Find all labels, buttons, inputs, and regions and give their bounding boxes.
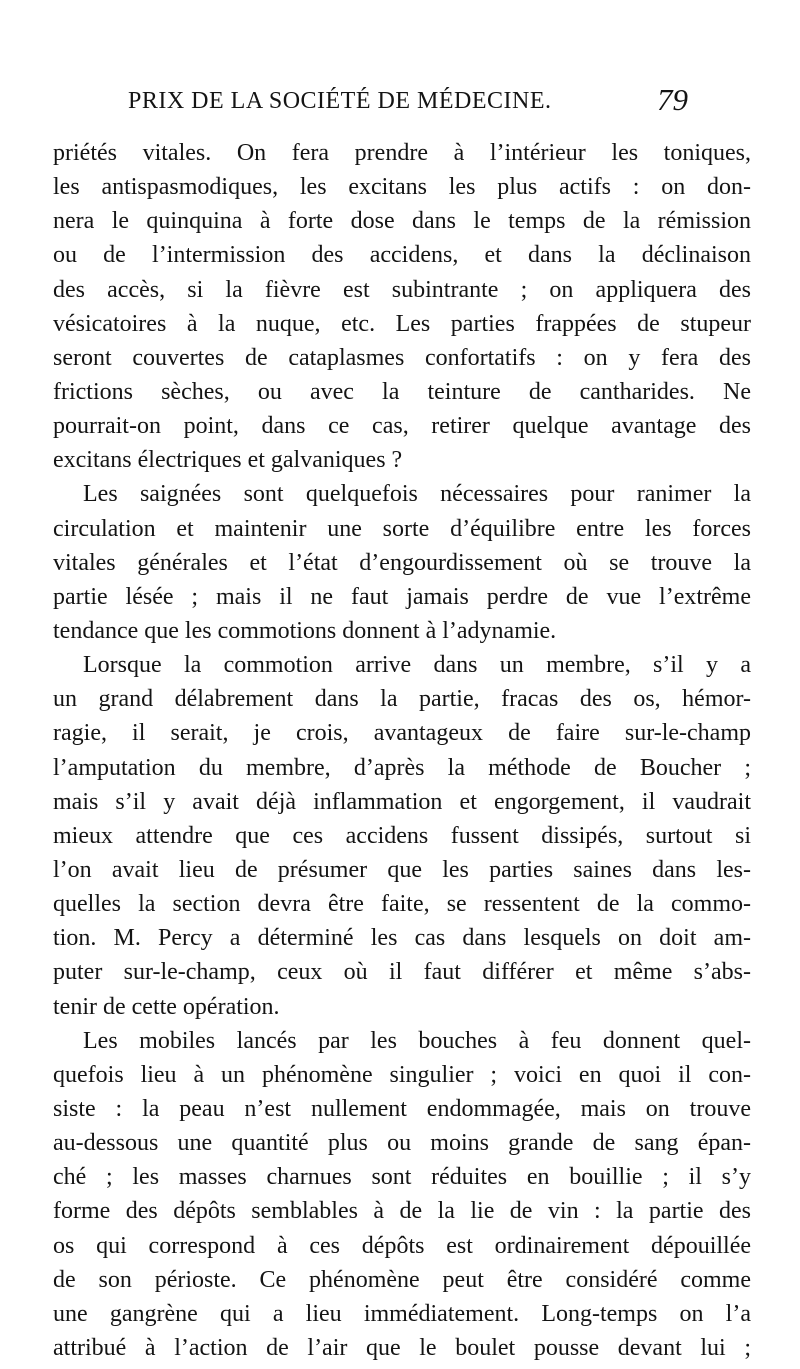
page-number: 79: [657, 82, 688, 117]
text-line: seront couvertes de cataplasmes confortatifs : on y fera des: [53, 344, 751, 371]
text-line: quefois lieu à un phénomène singulier ; voici en quoi il con-: [53, 1061, 751, 1088]
body-text: [53, 136, 751, 1365]
text-line: os qui correspond à ces dépôts est ordinairement dépouillée: [53, 1232, 751, 1259]
text-line: mieux attendre que ces accidens fussent dissipés, surtout si: [53, 822, 751, 849]
text-line: au-dessous une quantité plus ou moins grande de sang épan-: [53, 1130, 751, 1157]
text-line: l’amputation du membre, d’après la méthode de Boucher ;: [53, 754, 751, 781]
running-title: PRIX DE LA SOCIÉTÉ DE MÉDECINE.: [128, 88, 552, 114]
text-line: ragie, il serait, je crois, avantageux de faire sur-le-champ: [53, 720, 751, 747]
text-line: attribué à l’action de l’air que le boulet pousse devant lui ;: [53, 1334, 751, 1361]
text-line: ché ; les masses charnues sont réduites en bouillie ; il s’y: [53, 1164, 751, 1191]
text-line: forme des dépôts semblables à de la lie de vin : la partie des: [53, 1198, 751, 1225]
text-line: circulation et maintenir une sorte d’équilibre entre les forces: [53, 515, 751, 542]
text-line: priétés vitales. On fera prendre à l’intérieur les toniques,: [53, 140, 751, 166]
text-line: nera le quinquina à forte dose dans le temps de la rémission: [53, 208, 751, 235]
running-head: [128, 82, 688, 118]
text-line: excitans électriques et galvaniques ?: [53, 447, 403, 474]
text-line: vésicatoires à la nuque, etc. Les parties frappées de stupeur: [53, 310, 751, 337]
paragraph-first-line: Les mobiles lancés par les bouches à feu donnent quel-: [83, 1027, 751, 1054]
text-line: des accès, si la fièvre est subintrante ; on appliquera des: [53, 276, 751, 303]
text-line: quelles la section devra être faite, se ressentent de la commo-: [53, 891, 751, 918]
text-line: pourrait-on point, dans ce cas, retirer quelque avantage des: [53, 413, 751, 440]
text-line: vitales générales et l’état d’engourdissement où se trouve la: [53, 549, 751, 576]
text-line: tendance que les commotions donnent à l’adynamie.: [53, 617, 557, 644]
text-line: tenir de cette opération.: [53, 993, 280, 1020]
text-line: tion. M. Percy a déterminé les cas dans lesquels on doit am-: [53, 925, 751, 952]
text-line: ou de l’intermission des accidens, et dans la déclinaison: [53, 242, 751, 269]
text-line: partie lésée ; mais il ne faut jamais perdre de vue l’extrême: [53, 583, 751, 610]
paragraph-first-line: Lorsque la commotion arrive dans un membre, s’il y a: [83, 652, 751, 679]
text-line: les antispasmodiques, les excitans les plus actifs : on don-: [53, 174, 751, 201]
text-line: siste : la peau n’est nullement endommagée, mais on trouve: [53, 1095, 751, 1122]
text-line: une gangrène qui a lieu immédiatement. Long-temps on l’a: [53, 1300, 751, 1327]
text-line: frictions sèches, ou avec la teinture de cantharides. Ne: [53, 378, 751, 405]
text-line: un grand délabrement dans la partie, fracas des os, hémor-: [53, 686, 751, 713]
text-line: l’on avait lieu de présumer que les parties saines dans les-: [53, 856, 751, 883]
text-line: puter sur-le-champ, ceux où il faut différer et même s’abs-: [53, 959, 751, 986]
text-line: mais s’il y avait déjà inflammation et engorgement, il vaudrait: [53, 788, 751, 815]
paragraph-first-line: Les saignées sont quelquefois nécessaires pour ranimer la: [83, 481, 751, 508]
text-line: de son périoste. Ce phénomène peut être considéré comme: [53, 1266, 751, 1293]
